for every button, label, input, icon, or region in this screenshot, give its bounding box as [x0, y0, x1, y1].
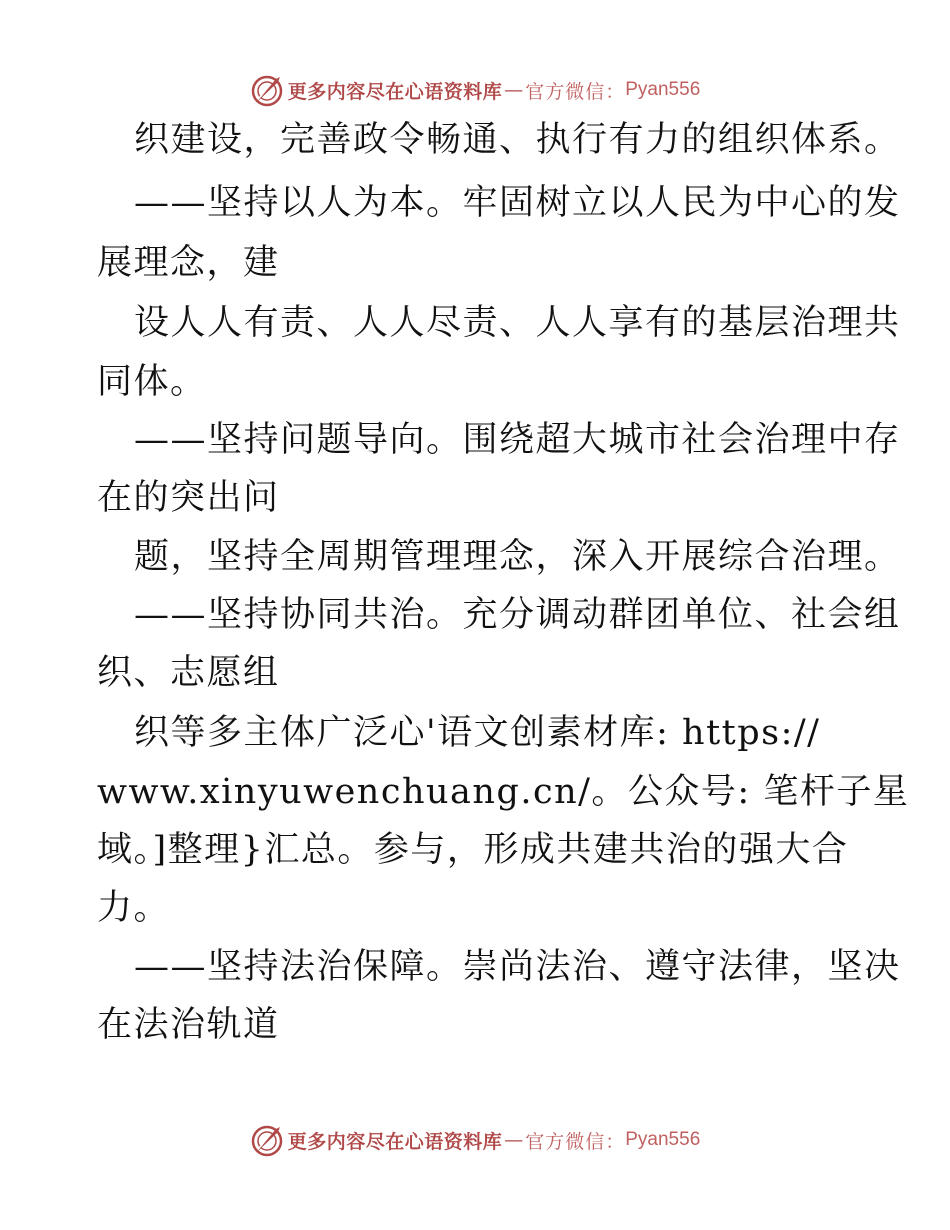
- text-line: 设人人有责、人人尽责、人人享有的基层治理共: [134, 303, 901, 343]
- footer-wechat-label: 官方微信：: [525, 1130, 626, 1153]
- text-line: 织、志愿组: [97, 653, 280, 693]
- text-line: 在的突出问: [97, 478, 280, 518]
- footer-watermark: [0, 1120, 950, 1160]
- text-line: ——坚持以人为本。牢固树立以人民为中心的发: [134, 183, 901, 223]
- text-line: 题，坚持全周期管理理念，深入开展综合治理。: [134, 537, 901, 577]
- text-line: ——坚持问题导向。围绕超大城市社会治理中存: [134, 420, 901, 460]
- header-wechat-label: 官方微信：: [525, 80, 626, 103]
- header-watermark: [0, 70, 950, 110]
- text-line: ——坚持法治保障。崇尚法治、遵守法律，坚决: [134, 947, 901, 987]
- header-wechat-id: Pyan556: [625, 79, 701, 100]
- text-line: 同体。: [97, 362, 207, 402]
- quill-logo-icon: [250, 73, 284, 107]
- header-brand-text: 更多内容尽在心语资料库: [287, 80, 503, 103]
- footer-dash: —: [504, 1129, 524, 1151]
- footer-brand-text: 更多内容尽在心语资料库: [287, 1130, 503, 1153]
- text-line: 在法治轨道: [97, 1005, 280, 1045]
- text-line: 织建设，完善政令畅通、执行有力的组织体系。: [134, 120, 901, 160]
- text-line: 力。: [97, 888, 171, 928]
- text-line: 织等多主体广泛心'语文创素材库: https://: [134, 713, 821, 753]
- header-dash: —: [504, 79, 524, 101]
- quill-logo-icon: [250, 1123, 284, 1157]
- text-line: 域。]整理}汇总。参与，形成共建共治的强大合: [97, 830, 849, 870]
- text-line: www.xinyuwenchuang.cn/。公众号: 笔杆子星: [97, 772, 910, 812]
- footer-wechat-id: Pyan556: [625, 1129, 701, 1150]
- text-line: 展理念，建: [97, 243, 280, 283]
- text-line: ——坚持协同共治。充分调动群团单位、社会组: [134, 595, 901, 635]
